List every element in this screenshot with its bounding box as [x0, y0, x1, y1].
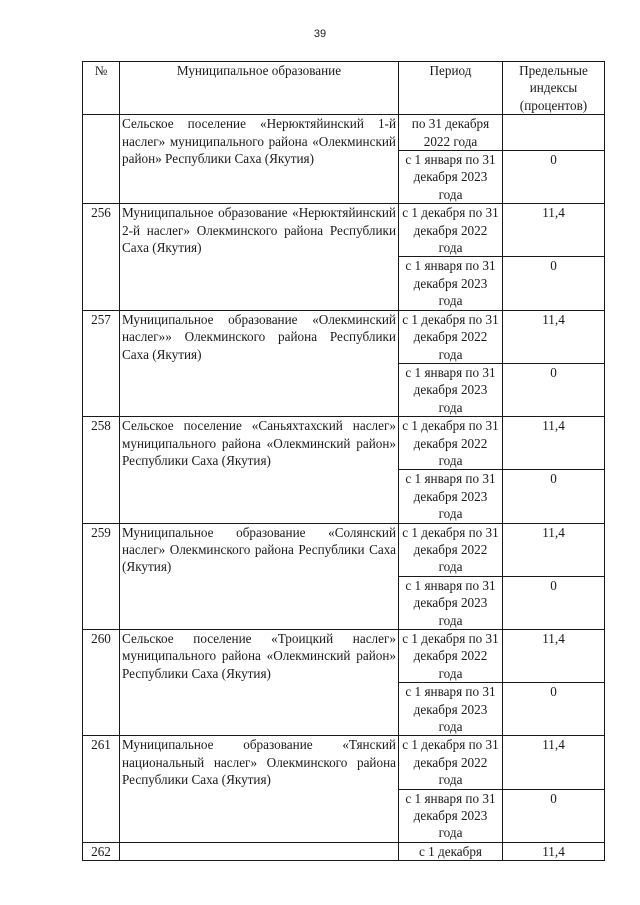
table-row	[83, 842, 605, 860]
index-value: 0	[503, 683, 605, 736]
index-value: 0	[503, 789, 605, 842]
table-row	[83, 523, 605, 576]
header-index: Предельные индексы (процентов)	[503, 62, 605, 115]
period-cell: с 1 декабря по 31 декабря 2022 года	[399, 204, 503, 257]
index-value: 11,4	[503, 204, 605, 257]
row-number: 256	[83, 204, 120, 310]
index-value: 11,4	[503, 630, 605, 683]
index-value: 0	[503, 470, 605, 523]
row-number: 258	[83, 417, 120, 523]
period-cell: с 1 декабря по 31 декабря 2022 года	[399, 310, 503, 363]
row-number: 260	[83, 630, 120, 736]
period-cell: по 31 декабря 2022 года	[399, 115, 503, 151]
municipality-name: Сельское поселение «Саньяхтахский наслег» муниципального района «Олекминский район» Республики Саха (Якутия)	[120, 417, 399, 523]
municipality-name: Муниципальное образование «Нерюктяйинский 2-й наслег» Олекминского района Республики Саха (Якутия)	[120, 204, 399, 310]
header-name: Муниципальное образование	[120, 62, 399, 115]
table-body	[83, 115, 605, 861]
table-row	[83, 630, 605, 683]
table-row	[83, 310, 605, 363]
index-value: 11,4	[503, 736, 605, 789]
period-cell: с 1 января по 31 декабря 2023 года	[399, 683, 503, 736]
municipality-name: Муниципальное образование «Олекминский наслег»» Олекминского района Республики Саха (Якутия)	[120, 310, 399, 416]
header-num: №	[83, 62, 120, 115]
index-value: 0	[503, 257, 605, 310]
period-cell: с 1 января по 31 декабря 2023 года	[399, 257, 503, 310]
index-value: 0	[503, 151, 605, 204]
row-number	[83, 115, 120, 204]
period-cell: с 1 декабря по 31 декабря 2022 года	[399, 523, 503, 576]
period-cell: с 1 декабря по 31 декабря 2022 года	[399, 417, 503, 470]
index-value: 11,4	[503, 523, 605, 576]
index-value	[503, 115, 605, 151]
table-row	[83, 736, 605, 789]
period-cell: с 1 декабря	[399, 842, 503, 860]
period-cell: с 1 января по 31 декабря 2023 года	[399, 151, 503, 204]
municipality-name: Муниципальное образование «Солянский наслег» Олекминского района Республики Саха (Якутия)	[120, 523, 399, 629]
table-header-row	[83, 62, 605, 115]
index-value: 11,4	[503, 310, 605, 363]
table-row	[83, 417, 605, 470]
indices-table	[82, 61, 605, 861]
municipality-name: Сельское поселение «Троицкий наслег» муниципального района «Олекминский район» Республики Саха (Якутия)	[120, 630, 399, 736]
page-number: 39	[313, 28, 327, 40]
row-number: 261	[83, 736, 120, 842]
index-value: 11,4	[503, 417, 605, 470]
row-number: 257	[83, 310, 120, 416]
municipality-name: Сельское поселение «Нерюктяйинский 1-й наслег» муниципального района «Олекминский район» Республики Саха (Якутия)	[120, 115, 399, 204]
row-number: 262	[83, 842, 120, 860]
period-cell: с 1 января по 31 декабря 2023 года	[399, 363, 503, 416]
period-cell: с 1 января по 31 декабря 2023 года	[399, 576, 503, 629]
header-period: Период	[399, 62, 503, 115]
index-value: 0	[503, 363, 605, 416]
period-cell: с 1 января по 31 декабря 2023 года	[399, 789, 503, 842]
index-value: 0	[503, 576, 605, 629]
table-row	[83, 204, 605, 257]
municipality-name: Муниципальное образование «Тянский национальный наслег» Олекминского района Республики Саха (Якутия)	[120, 736, 399, 842]
period-cell: с 1 января по 31 декабря 2023 года	[399, 470, 503, 523]
table-row	[83, 115, 605, 151]
row-number: 259	[83, 523, 120, 629]
period-cell: с 1 декабря по 31 декабря 2022 года	[399, 630, 503, 683]
index-value: 11,4	[503, 842, 605, 860]
municipality-name	[120, 842, 399, 860]
period-cell: с 1 декабря по 31 декабря 2022 года	[399, 736, 503, 789]
